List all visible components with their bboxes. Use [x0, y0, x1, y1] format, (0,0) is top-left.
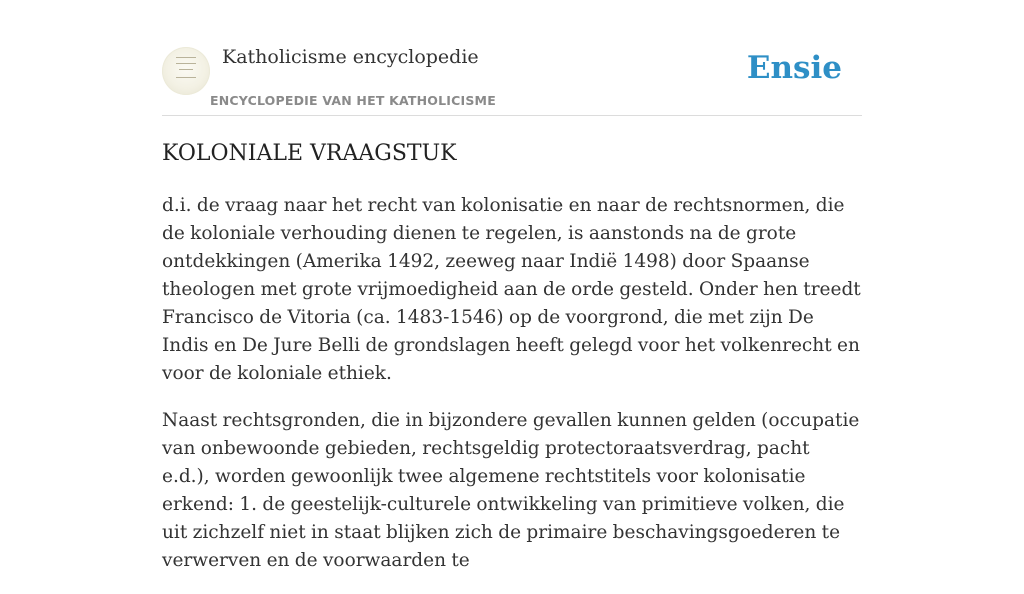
entry-title: KOLONIALE VRAAGSTUK — [162, 141, 457, 166]
entry-body — [162, 192, 862, 594]
entry-paragraph: Naast rechtsgronden, die in bijzondere gevallen kunnen gelden (occupatie van onbewoonde gebieden, rechtsgeldig protectoraatsverdrag, pacht e.d.), worden gewoonlijk twee algemene rechtstitels voor kolonisatie erkend: 1. de geestelijk-culturele ontwikkeling van primitieve volken, die uit zichzelf niet in staat blijken zich de primaire beschavingsgoederen te verwerven en de voorwaarden te — [162, 410, 860, 571]
encyclopedia-cover-image[interactable] — [162, 47, 210, 95]
entry-paragraph: d.i. de vraag naar het recht van kolonisatie en naar de rechtsnormen, die de koloniale verhouding dienen te regelen, is aanstonds na de grote ontdekkingen (Amerika 1492, zeeweg naar Indië 1498) door Spaanse theologen met grote vrijmoedigheid aan de orde gesteld. Onder hen treedt Francisco de Vitoria (ca. 1483-1546) op de voorgrond, die met zijn De Indis en De Jure Belli de grondslagen heeft gelegd voor het volkenrecht en voor de koloniale ethiek. — [162, 195, 861, 384]
encyclopedia-title[interactable]: Katholicisme encyclopedie — [222, 46, 479, 68]
site-header — [162, 40, 862, 116]
ensie-logo-link[interactable]: Ensie — [746, 50, 842, 86]
encyclopedia-subtitle: ENCYCLOPEDIE VAN HET KATHOLICISME — [210, 93, 496, 108]
